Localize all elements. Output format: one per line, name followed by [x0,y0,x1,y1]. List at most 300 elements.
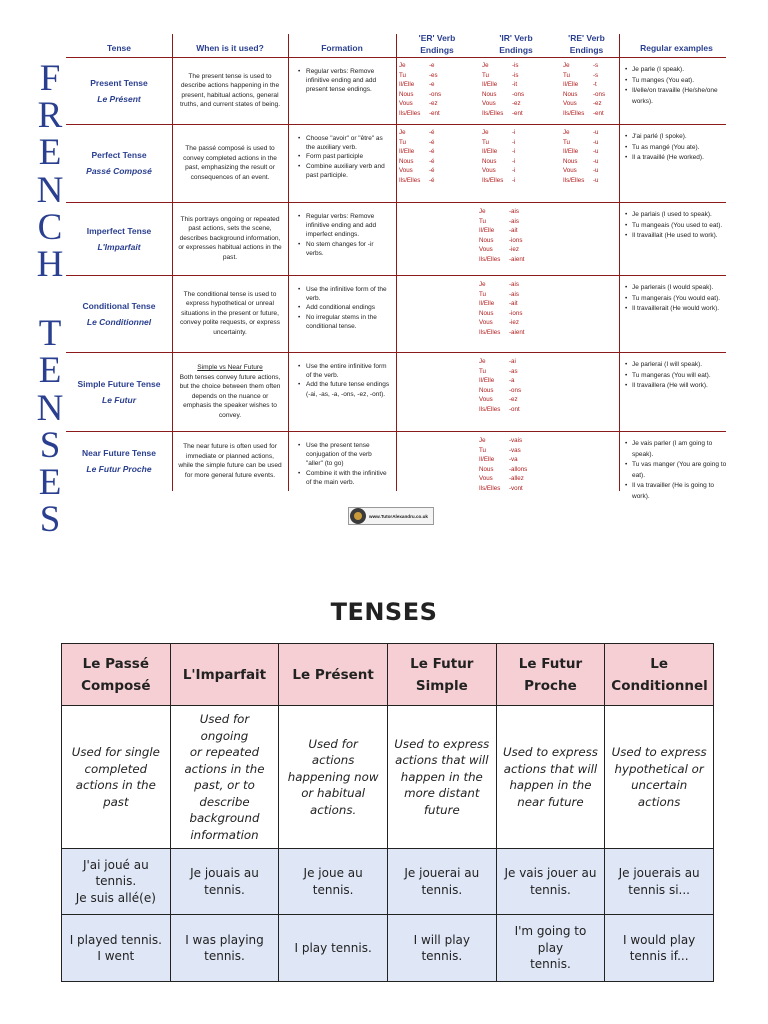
table-row-english-translations [62,915,714,982]
ending: -é [429,138,435,146]
usage-description: This portrays ongoing or repeated past actions, sets the scene, describes background information, or expresses habitual actions in the past. [178,215,282,261]
re-endings [563,128,599,186]
ending: -t [593,81,597,89]
examples-list [625,132,730,164]
cell-line: Je joue au tennis. [303,866,363,897]
conjugation-line [482,99,524,109]
ir-endings [482,61,524,119]
title-letter: N [36,169,64,211]
pronoun: Nous [563,90,578,98]
conjugation-line [399,61,441,71]
cell-line: Used to express [502,745,598,759]
examples-list [625,210,730,242]
pronoun: Tu [399,71,406,79]
header-when [172,27,288,57]
conjugation-line [563,157,599,167]
tutor-logo[interactable] [348,507,434,525]
usage-description-cell [172,202,288,275]
pronoun: Ils/Elles [563,176,585,184]
conjugation-line [563,99,605,109]
header-text: 'RE' Verb [568,33,605,43]
pronoun: Vous [479,475,493,483]
ending: -vas [509,446,521,454]
formation-cell [288,202,396,275]
pronoun: Vous [482,167,496,175]
conjugation-line [482,166,515,176]
example-item: • Je parlerai (I will speak). [625,360,730,371]
cell-line: Le Passé [82,655,149,672]
cell-line: Composé [81,677,151,694]
pronoun: Vous [563,100,577,108]
header-text: When is it used? [196,43,264,53]
header-text: Endings [569,45,604,55]
examples-cell [619,57,734,124]
french-example-cell [387,849,496,915]
conjugation-line [399,176,435,186]
cell-line: Le Présent [292,666,374,683]
cell-line: near future [517,794,584,809]
pronoun: Ils/Elles [479,328,501,336]
header-text: 'IR' Verb [499,33,533,43]
cell-line: Le Futur [518,655,583,672]
french-tenses-chart [66,27,727,500]
ending: -a [509,377,515,385]
formation-step: • Use the entire infinitive form of the verb. [298,362,390,380]
pronoun: Il/Elle [482,81,498,89]
tense-english-name: Conditional Tense [82,300,156,311]
examples-cell [619,431,734,500]
example-item: • Il travaillera (He will work). [625,381,730,392]
pronoun: Ils/Elles [482,109,504,117]
pronoun: Tu [399,138,406,146]
ending: -u [593,148,599,156]
er-endings [399,128,435,186]
cell-line: tennis. [530,882,571,897]
tenses-table-title: TENSES [330,598,438,626]
tense-french-name: Le Futur Proche [86,464,152,474]
pronoun: Ils/Elles [479,484,501,492]
examples-list [625,65,730,107]
pronoun: Vous [479,319,493,327]
pronoun: Nous [399,90,414,98]
pronoun: Nous [399,157,414,165]
header-text: Endings [499,45,533,55]
ending: -ais [509,217,519,225]
tense-row [66,275,726,352]
conjugation-line [563,80,605,90]
usage-description: The conditional tense is used to express hypothetical or unreal situations in the present or future, convey polite requests, or express uncertainty. [179,290,281,336]
pronoun: Tu [479,217,486,225]
conjugation-line [482,71,524,81]
formation-step: • Add the future tense endings (-ai, -as, -a, -ons, -ez, -ont). [298,380,390,398]
french-example-cell [279,849,388,915]
pronoun: Je [479,208,486,215]
conjugation-line [563,90,605,100]
french-example-cell [62,849,171,915]
ending: -u [593,129,599,136]
ending: -vont [509,484,523,492]
ending: -u [593,138,599,146]
ir-endings [482,128,515,186]
tense-name-cell [66,124,172,202]
ending: -es [429,71,438,79]
conjugation-line [479,255,524,265]
english-translation-cell [279,915,388,982]
cell-line: background [189,811,260,825]
cell-line: tennis. [530,957,571,972]
usage-description: The present tense is used to describe actions happening in the present, habitual actions, general truths, and current states of being. [179,72,281,108]
conjugation-line [563,61,605,71]
pronoun: Vous [479,396,493,404]
english-translation-cell [387,915,496,982]
ending: -u [593,167,599,175]
pronoun: Il/Elle [399,148,415,156]
examples-list [625,283,730,315]
conjugation-line [563,166,599,176]
usage-description-cell [172,352,288,431]
pronoun: Nous [563,157,578,165]
header-text: Tense [107,43,131,53]
conjugation-line [399,109,441,119]
verb-endings [479,436,527,494]
tense-french-name: Passé Composé [86,166,152,176]
examples-cell [619,202,734,275]
pronoun: Ils/Elles [479,255,501,263]
cell-line: past [103,794,129,809]
conjugation-line [399,90,441,100]
example-item: • Tu vas manger (You are going to eat). [625,460,730,481]
ending: -is [512,62,519,69]
conjugation-line [399,71,441,81]
usage-text [178,215,282,263]
usage-cell [170,706,279,849]
cell-line: actions in the [184,761,265,776]
cell-line: tennis if... [629,949,689,963]
conjugation-line [479,309,524,319]
verb-endings [479,357,521,415]
example-item: • Il travaillait (He used to work). [625,231,730,242]
cell-line: happen in the [509,778,592,792]
ending: -ai [509,358,516,365]
cell-line: Used to express [394,736,490,751]
tense-english-name: Perfect Tense [91,150,147,160]
ending: -ent [429,109,440,117]
pronoun: Il/Elle [563,81,579,89]
tense-row [66,124,726,202]
column-header [62,644,171,706]
ending: -vais [509,437,523,444]
title-letter: N [36,387,64,429]
cell-line: actions in the [75,778,156,792]
ending: -é [429,157,435,165]
usage-text [178,290,282,338]
pronoun: Je [563,129,570,136]
logo-text: www.TutorAlexandru.co.uk [369,513,428,519]
conjugation-line [479,395,521,405]
ending: -i [512,167,516,175]
tense-name-cell [66,57,172,124]
conjugation-line [482,80,524,90]
conjugation-line [479,207,524,217]
cell-line: Je suis allé(e) [75,890,156,905]
conjugation-line [399,80,441,90]
cell-line: J'ai joué au [82,857,149,872]
cell-line: Conditionnel [611,677,708,694]
usage-description-cell [172,275,288,352]
conjugation-line [482,90,524,100]
title-letter: T [38,313,62,355]
conjugation-line [479,245,524,255]
cell-line: Simple [415,677,468,694]
usage-cell [496,706,605,849]
formation-step: • No irregular stems in the conditional tense. [298,313,390,331]
pronoun: Vous [399,100,413,108]
cell-line: Le Futur [410,655,474,672]
pronoun: Vous [563,167,577,175]
conjugation-line [482,176,515,186]
example-item: • Il travaillerait (He would work). [625,304,730,315]
conjugation-line [479,405,521,415]
conjugation-line [479,386,521,396]
conjugation-line [399,157,435,167]
example-item: • J'ai parlé (I spoke). [625,132,730,143]
ending: -é [429,148,435,156]
english-translation-cell [605,915,714,982]
pronoun: Je [482,62,489,69]
cell-line: I will play tennis. [413,932,470,963]
title-letter: S [39,499,61,541]
conjugation-line [479,474,527,484]
usage-description-cell [172,431,288,491]
conjugation-line [563,109,605,119]
example-item: • Je parlerais (I would speak). [625,283,730,294]
cell-line: I played tennis. [69,932,162,947]
cell-line: information [190,827,259,842]
ending: -ons [512,90,525,98]
tense-row [66,352,726,431]
formation-step: • Regular verbs: Remove infinitive ending and add present tense endings. [298,67,390,95]
pronoun: Tu [479,446,486,454]
french-example-cell [605,849,714,915]
ending: -iez [509,319,519,327]
ending: -ait [509,300,518,308]
ending: -iez [509,246,519,254]
usage-cell [387,706,496,849]
cell-line: Used for single [71,745,160,759]
ending: -é [429,167,435,175]
usage-description: Both tenses convey future actions, but the choice between them often depends on the nuance or emphasis the speaker wishes to convey. [179,373,281,419]
cell-line: Used for ongoing [199,712,250,743]
conjugation-line [479,357,521,367]
ending: -ions [509,236,523,244]
conjugation-line [479,484,527,494]
pronoun: Nous [479,465,494,473]
column-header [605,644,714,706]
pronoun: Nous [479,386,494,394]
tense-name-cell [66,352,172,431]
formation-step: • No stem changes for -ir verbs. [298,240,390,258]
conjugation-line [482,109,524,119]
cell-line: actions. [310,802,357,817]
pronoun: Tu [479,367,486,375]
tense-french-name: Le Présent [97,93,141,104]
cell-line: Le [650,655,669,672]
cell-line: past, or to [194,778,255,792]
cell-line: tennis si... [628,882,690,897]
pronoun: Je [479,358,486,365]
pronoun: Il/Elle [479,377,495,385]
title-letter: H [36,244,64,286]
conjugation-line [479,328,524,338]
title-letter: R [37,95,63,137]
ending: -ons [429,90,442,98]
cell-line: I went [97,949,135,963]
example-item: • Il/elle/on travaille (He/she/one works). [625,86,730,107]
ending: -aient [509,328,525,336]
formation-cell [288,124,396,202]
pronoun: Vous [399,167,413,175]
ending: -it [512,81,518,89]
conjugation-line [563,71,605,81]
pronoun: Il/Elle [479,456,495,464]
ending: -va [509,456,518,464]
formation-step: • Use the present tense conjugation of the verb "aller" (to go) [298,441,390,469]
header-er-endings [396,27,478,57]
ending: -ions [509,309,523,317]
example-item: • Tu mangeras (You will eat). [625,371,730,382]
pronoun: Nous [479,309,494,317]
ending: -ais [509,281,519,288]
ending: -ez [512,100,521,108]
usage-description-cell [172,124,288,202]
tense-row [66,57,726,124]
pronoun: Tu [563,71,570,79]
usage-text [178,72,282,110]
conjugation-line [479,217,524,227]
pronoun: Il/Elle [479,300,495,308]
ending: -ons [509,386,522,394]
conjugation-line [399,147,435,157]
header-tense [66,27,172,57]
pronoun: Tu [482,71,489,79]
example-item: • Je parle (I speak). [625,65,730,76]
ending: -i [512,138,516,146]
ending: -as [509,367,518,375]
column-header [279,644,388,706]
ending: -s [593,71,599,79]
formation-list [298,362,390,399]
cell-line: or repeated [189,745,260,759]
pronoun: Vous [482,100,496,108]
tutor-logo-icon [350,508,366,524]
cell-line: I play tennis. [294,940,372,955]
pronoun: Ils/Elles [399,109,421,117]
example-item: • Tu mangerais (You would eat). [625,294,730,305]
table-row-usage [62,706,714,849]
conjugation-line [479,280,524,290]
cell-line: actions that will [395,753,489,768]
header-text: Endings [420,45,454,55]
formation-cell [288,57,396,124]
ending: -é [429,176,435,184]
ending: -e [429,81,435,89]
cell-line: Je vais jouer au [504,866,597,880]
pronoun: Je [563,62,570,69]
table-row-french-examples [62,849,714,915]
usage-text [178,144,282,182]
tense-name-cell [66,431,172,491]
conjugation-line [482,157,515,167]
ending: -ez [593,100,602,108]
re-endings [563,61,605,119]
pronoun: Il/Elle [479,227,495,235]
tenses-summary-table [61,643,714,982]
vertical-title [30,58,70,541]
conjugation-line [399,128,435,138]
tense-row [66,202,726,275]
title-letter: F [39,58,61,99]
ending: -aient [509,255,525,263]
pronoun: Je [482,129,489,136]
ending: -ez [429,100,438,108]
example-item: • Je vais parler (I am going to speak). [625,439,730,460]
pronoun: Tu [482,138,489,146]
verb-endings [479,207,524,265]
examples-list [625,439,730,502]
formation-step: • Regular verbs: Remove infinitive ending and add imperfect endings. [298,212,390,240]
tense-row [66,431,727,500]
ending: -i [512,176,516,184]
pronoun: Je [399,129,406,136]
example-item: • Tu mangeais (You used to eat). [625,221,730,232]
conjugation-line [399,166,435,176]
cell-line: I would play [622,932,696,947]
conjugation-line [482,147,515,157]
pronoun: Ils/Elles [479,405,501,413]
title-gap [30,283,70,315]
cell-line: more distant [404,786,480,801]
conjugation-line [479,465,527,475]
conjugation-line [479,436,527,446]
conjugation-line [563,147,599,157]
examples-list [625,360,730,392]
conjugation-line [479,367,521,377]
usage-cell [279,706,388,849]
example-item: • Tu manges (You eat). [625,76,730,87]
cell-line: hypothetical or [614,761,704,776]
title-letter: E [38,132,62,174]
pronoun: Il/Elle [482,148,498,156]
usage-cell [62,706,171,849]
ending: -s [593,62,599,69]
pronoun: Tu [479,290,486,298]
ending: -ont [509,405,520,413]
examples-cell [619,275,734,352]
column-header [170,644,279,706]
usage-text [178,442,282,480]
ending: -i [512,148,516,156]
ending: -allez [509,475,524,483]
french-example-cell [170,849,279,915]
ending: -ais [509,290,519,298]
ending: -ent [593,109,604,117]
pronoun: Nous [479,236,494,244]
ending: -is [512,71,519,79]
tense-french-name: L'Imparfait [97,241,141,252]
pronoun: Nous [482,90,497,98]
conjugation-line [563,128,599,138]
cell-line: actions that will [503,761,598,776]
